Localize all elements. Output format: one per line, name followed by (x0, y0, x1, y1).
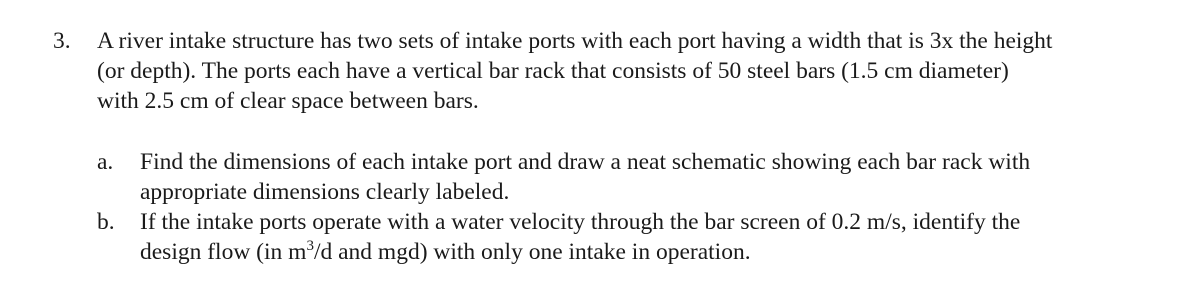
part-line: Find the dimensions of each intake port and draw a neat schematic showing each bar rack with (140, 149, 1031, 175)
part-text (140, 207, 1195, 267)
part-line (140, 237, 1195, 267)
part-text-segment: /d and mgd) with only one intake in operation. (313, 239, 751, 265)
statement-line: A river intake structure has two sets of intake ports with each port having a width that is 3x the height (97, 28, 1053, 54)
part-text (140, 147, 1195, 207)
statement-line: (or depth). The ports each have a vertical bar rack that consists of 50 steel bars (1.5 cm diameter) (97, 58, 1009, 84)
part-line: appropriate dimensions clearly labeled. (140, 179, 510, 205)
part-text-segment: design flow (in m (140, 239, 307, 265)
part-label: b. (97, 209, 115, 235)
part-label: a. (97, 149, 114, 175)
part-line: If the intake ports operate with a water velocity through the bar screen of 0.2 m/s, identify the (140, 209, 1021, 235)
statement-line: with 2.5 cm of clear space between bars. (97, 88, 479, 114)
problem-number: 3. (53, 28, 71, 54)
superscript-exponent: 3 (306, 238, 314, 254)
problem-statement (97, 26, 1192, 116)
